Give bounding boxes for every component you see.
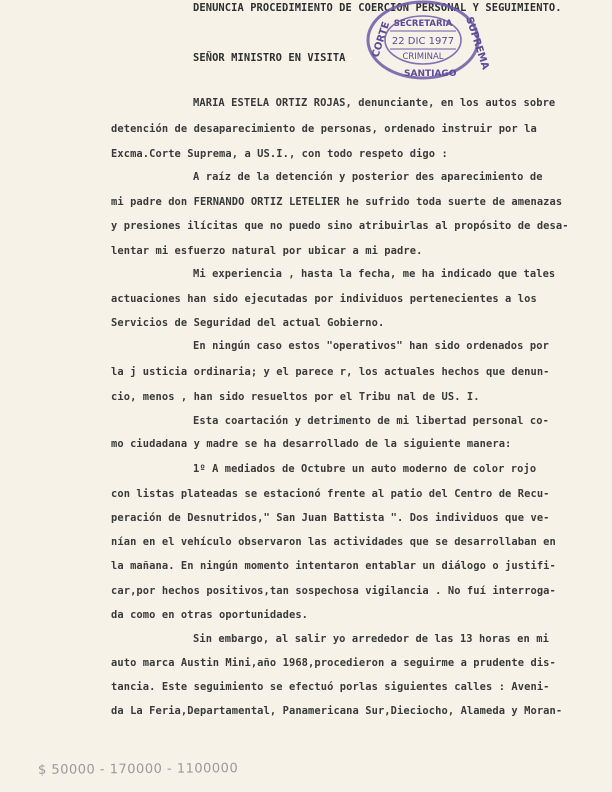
pencil-margin-note: $ 50000 - 170000 - 1100000 (37, 761, 239, 778)
svg-text:SUPREMA: SUPREMA (463, 15, 491, 72)
body-line: la mañana. En ningún momento intentaron entablar un diálogo o justifi- (111, 560, 556, 572)
body-line: lentar mi esfuerzo natural por ubicar a mi padre. (111, 245, 423, 257)
body-line: actuaciones han sido ejecutadas por individuos pertenecientes a los (111, 293, 537, 305)
stamp-seal-icon (364, 0, 491, 84)
body-line: cio, menos , han sido resueltos por el Tribu nal de US. I. (111, 391, 480, 403)
body-line: MARIA ESTELA ORTIZ ROJAS, denunciante, en los autos sobre (193, 97, 556, 109)
document-heading: DENUNCIA PROCEDIMIENTO DE COERCION PERSONAL Y SEGUIMIENTO. (193, 2, 562, 14)
body-line: mi padre don FERNANDO ORTIZ LETELIER he sufrido toda suerte de amenazas (111, 196, 563, 208)
body-line: nían en el vehículo observaron las actividades que se desarrollaban en (111, 536, 556, 548)
body-line: peración de Desnutridos," San Juan Battista ". Dos individuos que ve- (111, 512, 550, 524)
body-line: mo ciudadana y madre se ha desarrollado de la siguiente manera: (111, 438, 512, 450)
body-line: da La Feria,Departamental, Panamericana Sur,Dieciocho, Alameda y Moran- (111, 705, 563, 717)
stamp-line1: SECRETARIA (393, 19, 453, 29)
body-line: detención de desaparecimiento de personas, ordenado instruir por la (111, 123, 537, 135)
svg-text:SANTIAGO: SANTIAGO (404, 69, 457, 79)
body-line: da como en otras oportunidades. (111, 609, 309, 621)
body-line: y presiones ilícitas que no puedo sino atribuirlas al propósito de desa- (111, 220, 569, 232)
body-line: con listas plateadas se estacionó frente al patio del Centro de Recu- (111, 488, 550, 500)
addressee-line: SEÑOR MINISTRO EN VISITA (193, 52, 346, 64)
body-line: Excma.Corte Suprema, a US.I., con todo respeto digo : (111, 148, 448, 160)
body-line: auto marca Austin Mini,año 1968,procedieron a seguirme a prudente dis- (111, 657, 556, 669)
body-line: Mi experiencia , hasta la fecha, me ha indicado que tales (193, 268, 556, 280)
court-stamp (364, 0, 491, 84)
body-line: tancia. Este seguimiento se efectuó porlas siguientes calles : Aveni- (111, 681, 550, 693)
body-line: 1º A mediados de Octubre un auto moderno de color rojo (193, 463, 537, 475)
body-line: En ningún caso estos "operativos" han sido ordenados por (193, 340, 549, 352)
body-line: A raíz de la detención y posterior des aparecimiento de (193, 171, 543, 183)
stamp-line3: CRIMINAL (402, 52, 444, 62)
body-line: la j usticia ordinaria; y el parece r, los actuales hechos que denun- (111, 366, 550, 378)
body-line: Esta coartación y detrimento de mi libertad personal co- (193, 415, 549, 427)
stamp-date: 22 DIC 1977 (391, 36, 455, 47)
body-line: Sin embargo, al salir yo arrededor de las 13 horas en mi (193, 633, 549, 645)
body-line: car,por hechos positivos,tan sospechosa vigilancia . No fuí interroga- (111, 585, 556, 597)
svg-text:CORTE: CORTE (370, 20, 393, 59)
body-line: Servicios de Seguridad del actual Gobierno. (111, 317, 385, 329)
